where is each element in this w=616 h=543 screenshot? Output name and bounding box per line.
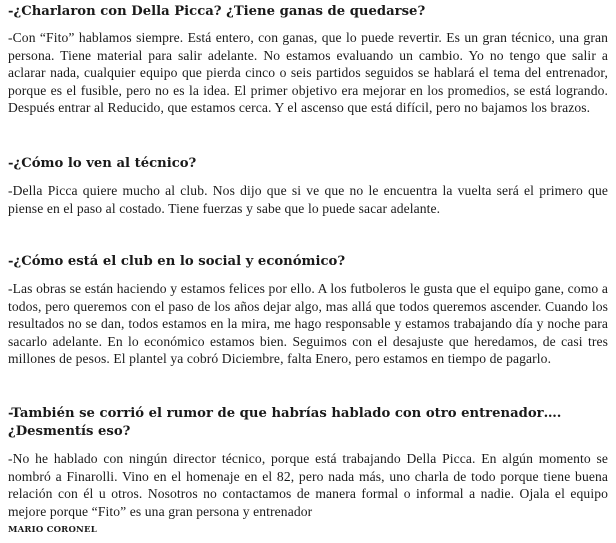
answer-3: -Las obras se están haciendo y estamos felices por ello. A los futboleros le gusta que el equipo gane, como a todos, pero queremos con el paso de los años dejar algo, mas allá que todos queremos ascender. Cuando los resultados no se dan, todos estamos en la mira, me hago responsable y estamos trabajando día y noche para sacarlo adelante. En lo económico estamos bien. Seguimos con el desajuste que heredamos, de casi tres millones de pesos. El plantel ya cobró Diciembre, falta Enero, pero estamos en tiempo de pagarlo.	[8, 281, 608, 367]
question-1: -¿Charlaron con Della Picca? ¿Tiene ganas de quedarse?	[8, 4, 426, 19]
answer-1: -Con “Fito” hablamos siempre. Está entero, con ganas, que lo puede revertir. Es un gran técnico, una gran persona. Tiene material para salir adelante. No estamos evaluando un cambio. Yo no tengo que salir a aclarar nada, cualquier equipo que pierda cinco o seis partidos seguidos se hablará el tema del entrenador, porque es el fusible, pero no es la idea. El primer objetivo era mejorar en los promedios, se está logrando. Después entrar al Reducido, que estamos cerca. Y el ascenso que está difícil, pero no bajamos los brazos.	[8, 30, 608, 116]
answer-4: -No he hablado con ningún director técnico, porque está trabajando Della Picca. En algún momento se nombró a Finarolli. Vino en el homenaje en el 82, pero nada más, uno charla de todo porque tiene buena relación con él u otros. Nosotros no contactamos de manera formal o informal a nadie. Ojala el equipo mejore porque “Fito” es una gran persona y entrenador	[8, 451, 608, 519]
question-3: -¿Cómo está el club en lo social y económico?	[8, 254, 346, 269]
question-4: -También se corrió el rumor de que habrías hablado con otro entrenador…. ¿Desmentís eso?	[8, 406, 562, 439]
author-byline: MARIO CORONEL	[8, 525, 97, 535]
question-2: -¿Cómo lo ven al técnico?	[8, 156, 197, 171]
answer-2: -Della Picca quiere mucho al club. Nos dijo que si ve que no le encuentra la vuelta será el primero que piense en el paso al costado. Tiene fuerzas y sabe que lo puede sacar adelante.	[8, 183, 608, 216]
